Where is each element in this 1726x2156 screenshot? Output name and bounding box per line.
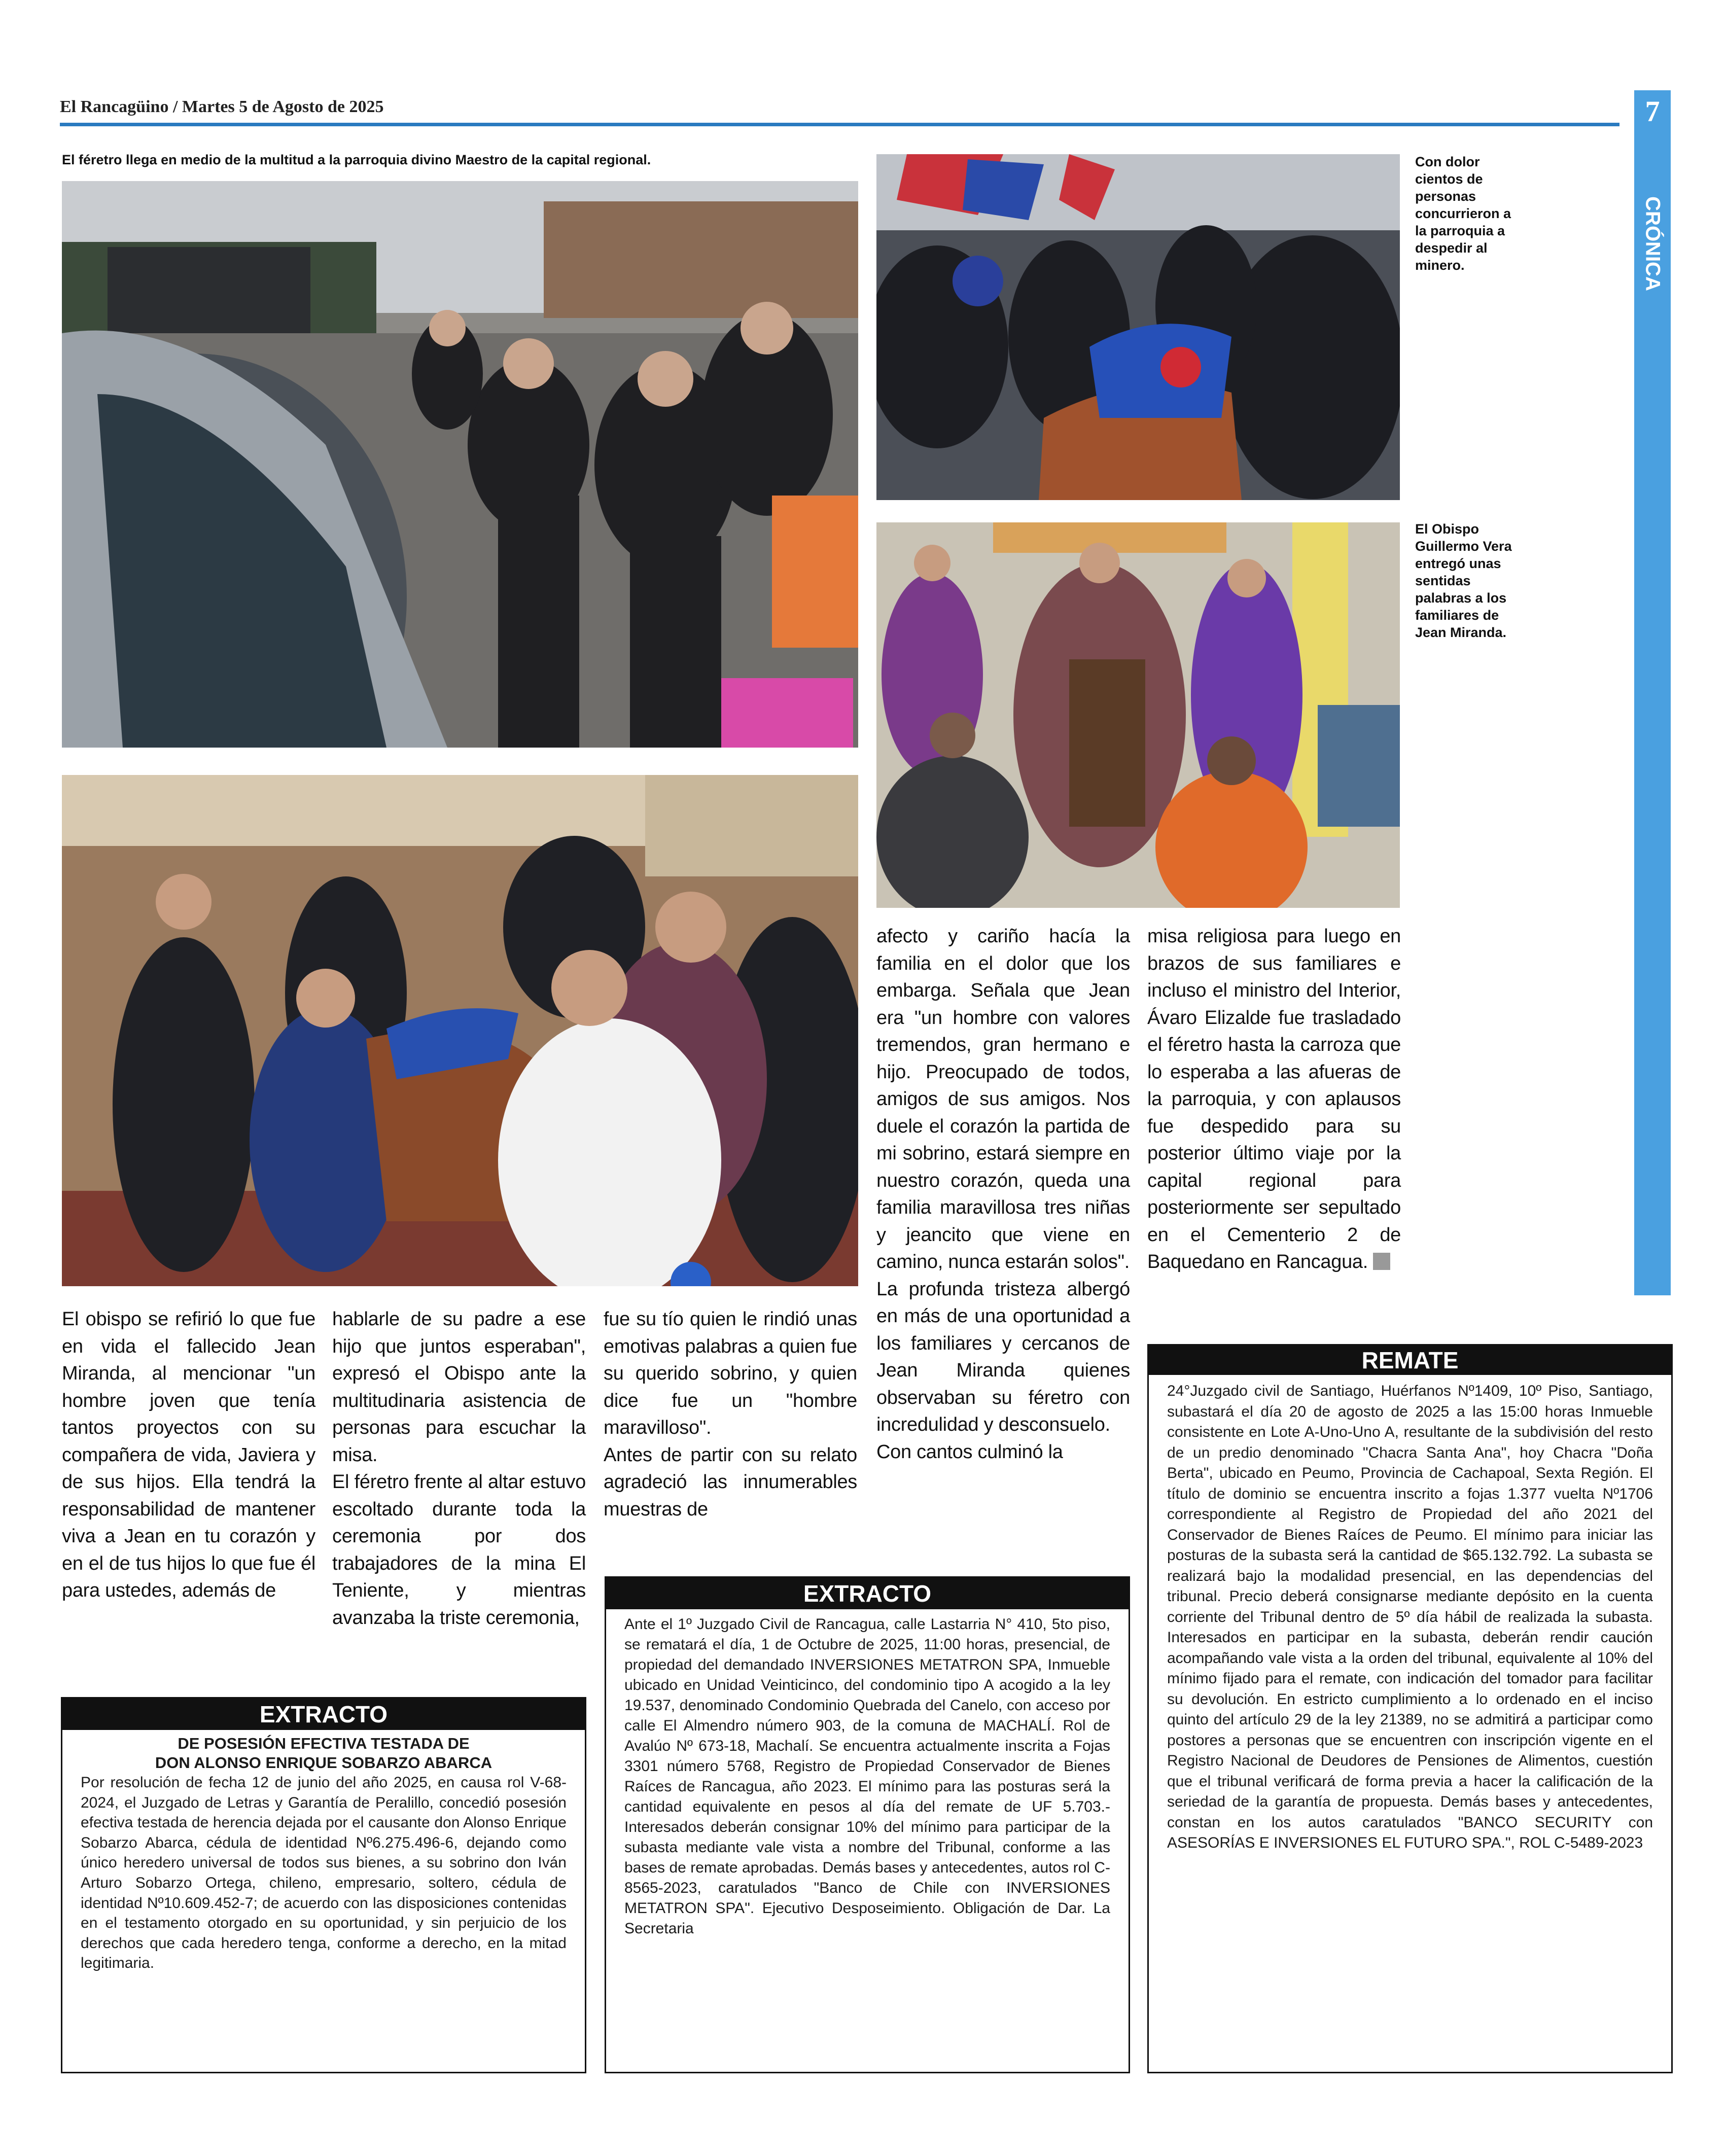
photo-hearse-crowd [62,181,858,748]
section-label-wrap [1634,151,1671,334]
article-paragraph: Antes de partir con su relato agradeció las innumerables muestras de [604,1444,857,1520]
photo-crowd-casket [876,154,1400,500]
notice-title: EXTRACTO [62,1699,585,1730]
notice-body: Ante el 1º Juzgado Civil de Rancagua, calle Lastarria N° 410, 5to piso, se rematará el día, 1 de Octubre de 2025, 11:00 horas, presencial, de propiedad del demandado INVERSIONES METATRON SPA, Inmueble ubicado en Unidad Veinticinco, del condominio tipo A acogido a la ley 19.537, denominado Condominio Quebrada del Canelo, con acceso por calle El Almendro número 903, de la comuna de MACHALÍ. Rol de Avalúo Nº 673-18, Machalí. Se encuentra actualmente inscrita a Fojas 3301 número 5768, Registro de Propiedad Conservador de Bienes Raíces de Rancagua, año 2023. El mínimo para las posturas será la cantidad equivalente en pesos al día del remate de UF 5.703.- Interesados deberán consignar 10% del mínimo para participar de la subasta mediante vale vista a nombre del Tribunal, conforme a las bases de remate aprobadas. Demás bases y antecedentes, autos rol C-8565-2023, caratulados "Banco de Chile con INVERSIONES METATRON SPA". Ejecutivo Desposeimiento. Obligación de Dar. La Secretaria [624,1616,1110,1937]
main-photo-caption: El féretro llega en medio de la multitud a la parroquia divino Maestro de la capital regional. [62,152,651,167]
publication-date: Martes 5 de Agosto de 2025 [182,97,384,116]
notice-body-wrap [62,1730,585,1973]
notice-subtitle-1: DE POSESIÓN EFECTIVA TESTADA DE [178,1735,470,1752]
header-separator: / [172,97,178,116]
photo-crowd-casket-image [876,154,1400,500]
crowd-photo-caption: Con dolor cientos de personas concurrieron a la parroquia a despedir al minero. [1415,154,1511,273]
photo-casket-church-image [62,775,858,1286]
article-column-1 [62,1306,315,1605]
article-paragraph: Con cantos culminó la [876,1441,1063,1463]
article-paragraph: hablarle de su padre a ese hijo que juntos esperaban", expresó el Obispo ante la multitudinaria asistencia de personas para escuchar la misa. [332,1309,586,1466]
end-mark-icon [1373,1253,1390,1270]
article-paragraph [1147,923,1401,1276]
section-label: CRÓNICA [1641,196,1664,291]
article-column-3 [604,1306,857,1523]
article-paragraph: La profunda tristeza albergó en más de una oportunidad a los familiares y cercanos de Jean Miranda quienes observaban su féretro con incredulidad y desconsuelo. [876,1278,1130,1435]
notice-body: Por resolución de fecha 12 de junio del año 2025, en causa rol V-68-2024, el Juzgado de Letras y Garantía de Peralillo, concedió posesión efectiva testada de herencia dejada por el causante don Alonso Enrique Sobarzo Abarca, cédula de identidad Nº6.275.496-6, dejando como único heredero universal de todos sus bienes, a su sobrino don Iván Arturo Sobarzo Ortega, chileno, empresario, soltero, cédula de identidad Nº10.609.452-7; de acuerdo con las disposiciones contenidas en el testamento otorgado en su oportunidad, y sin perjuicio de los derechos que cada heredero tenga, conforme a derecho, en la mitad legitimaria. [81,1774,567,1972]
article-paragraph: fue su tío quien le rindió unas emotivas palabras a quien fue su querido sobrino, y quien dice fue un "hombre maravilloso". [604,1309,857,1438]
section-tab [1634,90,1671,1295]
page-number: 7 [1645,95,1660,128]
bishop-photo-caption: El Obispo Guillermo Vera entregó unas sentidas palabras a los familiares de Jean Miranda. [1415,521,1512,640]
notice-body: 24°Juzgado civil de Santiago, Huérfanos Nº1409, 10º Piso, Santiago, subastará el día 20 de agosto de 2025 a las 15:00 horas Inmueble consistente en Lote A-Uno-Uno A, resultante de la subdivisión del resto de un predio denominado "Chacra Santa Ana", hoy Chacra "Doña Berta", ubicado en Peumo, Provincia de Cachapoal, Sexta Región. El título de dominio se encuentra inscrito a fojas 1.377 vuelta Nº1706 correspondiente al Registro de Propiedad del año 2021 del Conservador de Bienes Raíces de Peumo. El mínimo para iniciar las posturas de la subasta será la cantidad de $65.132.792. La subasta se realizará bajo la modalidad presencial, en las dependencias del tribunal. Precio deberá consignarse mediante depósito en la cuenta corriente del Tribunal dentro de 5º día hábil de realizada la subasta. Interesados en participar en la subasta, deberán rendir caución acompañando vale vista a la orden del tribunal, equivalente al 10% del mínimo fijado para el remate, con indicación del tomador para facilitar su devolución. En estricto cumplimiento a lo ordenado en el inciso quinto del artículo 29 de la ley 21389, no se admitirá a participar como postores a personas que se encuentren con inscripción vigente en el Registro Nacional de Deudores de Pensiones de Alimentos, cuestión que el tribunal verificará de forma previa a hacer la calificación de la seriedad de la garantía de propuesta. Demás bases y antecedentes, constan en los autos caratulados "BANCO SECURITY con ASESORÍAS E INVERSIONES EL FUTURO SPA.", ROL C-5489-2023 [1167,1383,1653,1851]
article-column-4 [876,923,1130,1466]
notice-remate-santiago [1147,1344,1673,2073]
notice-extracto-posesion [61,1697,586,2073]
notice-extracto-remate-rancagua [605,1576,1130,2073]
article-paragraph: El féretro frente al altar estuvo escoltado durante toda la ceremonia por dos trabajadores de la mina El Teniente, y mientras avanzaba la triste ceremonia, [332,1471,586,1629]
photo-bishop-altar [876,522,1400,908]
article-text: misa religiosa para luego en brazos de sus familiares e incluso el ministro del Interior, Ávaro Elizalde fue trasladado el féretro hasta la carroza que lo esperaba a las afueras de la parroquia, y con aplausos fue despedido para su posterior último viaje por la capital regional para posteriormente ser sepultado en el Cementerio 2 de Baquedano en Rancagua. [1147,926,1401,1273]
header-line [60,97,383,117]
article-column-2 [332,1306,586,1632]
publication-name: El Rancagüino [60,97,169,116]
photo-hearse-crowd-image [62,181,858,748]
header-rule [60,123,1619,126]
notice-subtitle-2: DON ALONSO ENRIQUE SOBARZO ABARCA [155,1754,492,1772]
notice-title: REMATE [1149,1346,1671,1375]
photo-casket-church [62,775,858,1286]
page-header [60,95,1612,126]
notice-title: EXTRACTO [606,1578,1129,1609]
article-column-5 [1147,923,1401,1276]
photo-bishop-altar-image [876,522,1400,908]
article-paragraph: El obispo se refirió lo que fue en vida el fallecido Jean Miranda, al mencionar "un hombre joven que tenía tantos proyectos con su compañera de vida, Javiera y de sus hijos. Ella tendrá la responsabilidad de mantener viva a Jean en tu corazón y en el de tus hijos lo que fue él para ustedes, además de [62,1309,315,1601]
article-paragraph: afecto y cariño hacía la familia en el dolor que los embarga. Señala que Jean era "un hombre con valores tremendos, gran hermano e hijo. Preocupado de todos, amigos de sus amigos. Nos duele el corazón la partida de mi sobrino, estará siempre en nuestro corazón, queda una familia maravillosa tres niñas y jeancito que viene en camino, nunca estarán solos". [876,926,1130,1273]
